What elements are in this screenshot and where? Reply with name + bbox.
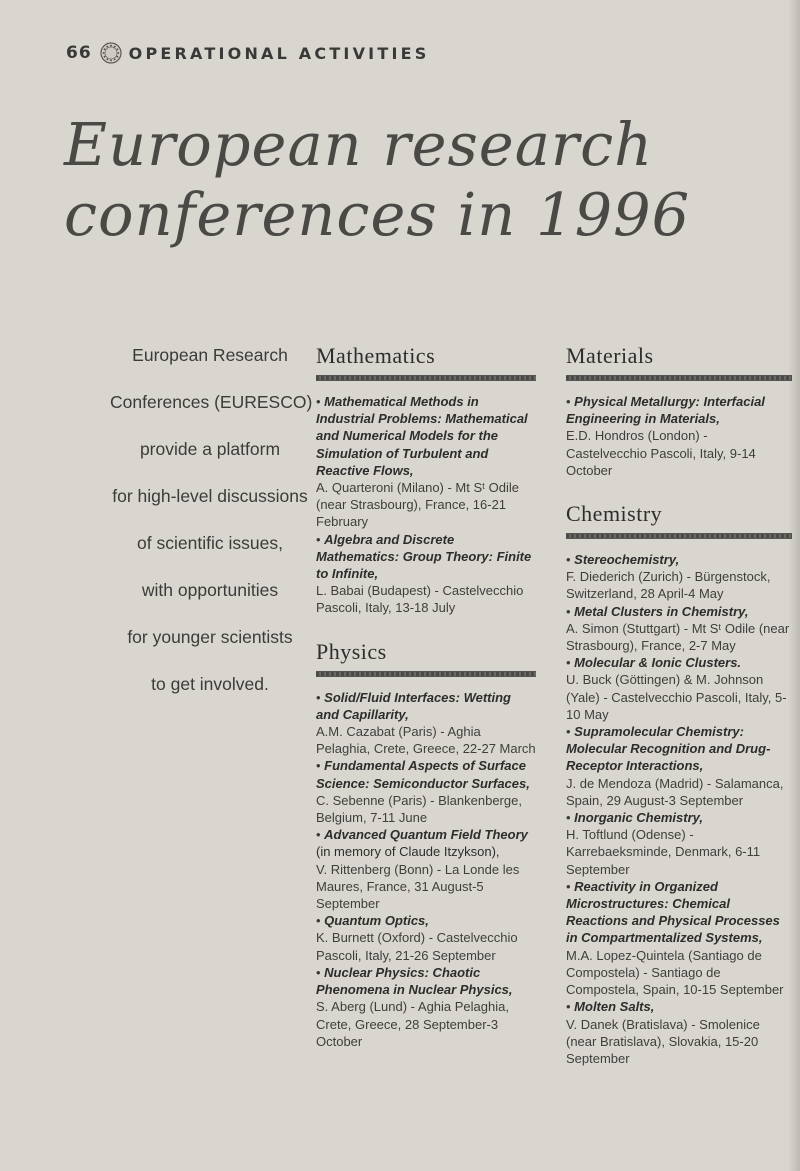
middle-column (316, 343, 536, 1050)
intro-line: with opportunities (141, 580, 279, 600)
conference-details: M.A. Lopez-Quintela (Santiago de Compostela) - Santiago de Compostela, Spain, 10-15 September (566, 947, 784, 998)
conference-title: Supramolecular Chemistry: Molecular Recognition and Drug-Receptor Interactions, (566, 724, 771, 774)
section-title: OPERATIONAL ACTIVITIES (128, 43, 430, 63)
intro-line: provide a platform (139, 439, 281, 459)
conference-entry: • Algebra and Discrete Mathematics: Group Theory: Finite to Infinite, L. Babai (Budapest) - Castelvecchio Pascoli, Italy, 13-18 July (316, 531, 532, 616)
conference-details: U. Buck (Göttingen) & M. Johnson (Yale) - Castelvecchio Pascoli, Italy, 5-10 May (566, 672, 787, 722)
page-number: 66 (66, 43, 92, 63)
intro-text (110, 342, 313, 718)
conference-title: Molten Salts, (574, 999, 655, 1015)
intro-line: to get involved. (151, 674, 269, 694)
stars-circle-emblem-icon (100, 42, 122, 64)
conference-details: H. Toftlund (Odense) - Karrebaeksminde, Denmark, 6-11 September (566, 827, 761, 877)
conference-title: Stereochemistry, (574, 552, 680, 568)
materials-heading: Materials (566, 343, 654, 368)
conference-entry: • Quantum Optics, K. Burnett (Oxford) - Castelvecchio Pascoli, Italy, 21-26 September (316, 913, 518, 963)
conference-entry: • Reactivity in Organized Microstructures: Chemical Reactions and Physical Processes in Compartmentalized Systems, M.A. Lopez-Quintela (Santiago de Compostela) - Santiago de Compostela, Spain, 10-15 September (566, 878, 784, 998)
conference-title: Algebra and Discrete Mathematics: Group Theory: Finite to Infinite, (316, 531, 532, 582)
conference-details: F. Diederich (Zurich) - Bürgenstock, Switzerland, 28 April-4 May (566, 569, 771, 602)
heading-rule (316, 375, 536, 381)
conference-title: Solid/Fluid Interfaces: Wetting and Capillarity, (316, 689, 511, 722)
conference-details: A. Quarteroni (Milano) - Mt Sᵗ Odile (near Strasbourg), France, 16-21 February (316, 480, 519, 530)
page-header (66, 40, 429, 66)
conference-title: Nuclear Physics: Chaotic Phenomena in Nuclear Physics, (316, 964, 513, 998)
intro-line: European Research (132, 345, 288, 365)
physics-heading: Physics (316, 638, 387, 664)
conference-entry: • Advanced Quantum Field Theory (in memory of Claude Itzykson), V. Rittenberg (Bonn) - La Londe les Maures, France, 31 August-5 September (316, 827, 528, 912)
chemistry-heading: Chemistry (566, 501, 663, 527)
conference-details: V. Rittenberg (Bonn) - La Londe les Maures, France, 31 August-5 September (316, 861, 520, 912)
conference-title: Molecular & Ionic Clusters. (574, 655, 742, 671)
conference-title: Fundamental Aspects of Surface Science: Semiconductor Surfaces, (316, 758, 530, 791)
right-column (566, 343, 792, 1067)
intro-line: Conferences (EURESCO) (110, 392, 313, 412)
conference-details: S. Aberg (Lund) - Aghia Pelaghia, Crete, Greece, 28 September-3 October (316, 999, 509, 1049)
intro-line: of scientific issues, (137, 533, 283, 553)
conference-entry: • Fundamental Aspects of Surface Science: Semiconductor Surfaces, C. Sebenne (Paris) - Blankenberge, Belgium, 7-11 June (316, 758, 530, 826)
conference-title: Physical Metallurgy: Interfacial Engineering in Materials, (566, 394, 765, 427)
intro-line: for younger scientists (127, 627, 293, 647)
title-line-2: conferences in 1996 (64, 180, 691, 249)
conference-entry: • Molten Salts, V. Danek (Bratislava) - Smolenice (near Bratislava), Slovakia, 15-20 September (566, 999, 760, 1066)
conference-details: J. de Mendoza (Madrid) - Salamanca, Spain, 29 August-3 September (566, 775, 784, 808)
title-line-1: European research (64, 110, 654, 179)
conference-entry: • Supramolecular Chemistry: Molecular Recognition and Drug-Receptor Interactions, J. de Mendoza (Madrid) - Salamanca, Spain, 29 August-3 September (566, 724, 784, 808)
conference-subtitle: (in memory of Claude Itzykson), (316, 844, 500, 860)
conference-entry: • Molecular & Ionic Clusters. U. Buck (Göttingen) & M. Johnson (Yale) - Castelvecchio Pascoli, Italy, 5-10 May (566, 655, 787, 722)
conference-title: Mathematical Methods in Industrial Problems: Mathematical and Numerical Models for the Simulation of Turbulent and Reactive Flows, (316, 394, 528, 478)
conference-details: V. Danek (Bratislava) - Smolenice (near Bratislava), Slovakia, 15-20 September (566, 1016, 760, 1066)
conference-entry: • Mathematical Methods in Industrial Problems: Mathematical and Numerical Models for the Simulation of Turbulent and Reactive Flows, A. Quarteroni (Milano) - Mt Sᵗ Odile (near Strasbourg), France, 16-21 February (316, 394, 528, 530)
conference-title: Metal Clusters in Chemistry, (574, 603, 749, 619)
heading-rule (316, 671, 536, 677)
conference-title: Advanced Quantum Field Theory (324, 827, 528, 843)
mathematics-heading: Mathematics (316, 343, 436, 368)
conference-entry: • Nuclear Physics: Chaotic Phenomena in Nuclear Physics, S. Aberg (Lund) - Aghia Pelaghia, Crete, Greece, 28 September-3 October (316, 964, 513, 1049)
conference-details: K. Burnett (Oxford) - Castelvecchio Pascoli, Italy, 21-26 September (316, 930, 518, 963)
conference-details: L. Babai (Budapest) - Castelvecchio Pascoli, Italy, 13-18 July (316, 583, 524, 616)
conference-entry: • Physical Metallurgy: Interfacial Engineering in Materials, E.D. Hondros (London) - Castelvecchio Pascoli, Italy, 9-14 October (566, 394, 765, 478)
conference-details: A. Simon (Stuttgart) - Mt Sᵗ Odile (near Strasbourg), France, 2-7 May (566, 620, 790, 654)
heading-rule (566, 375, 792, 381)
conference-details: E.D. Hondros (London) - Castelvecchio Pascoli, Italy, 9-14 October (566, 428, 756, 478)
conference-entry: • Solid/Fluid Interfaces: Wetting and Capillarity, A.M. Cazabat (Paris) - Aghia Pelaghia, Crete, Greece, 22-27 March (316, 689, 536, 757)
page-title (64, 110, 691, 250)
conference-title: Quantum Optics, (324, 913, 429, 929)
conference-entry: • Stereochemistry, F. Diederich (Zurich) - Bürgenstock, Switzerland, 28 April-4 May (566, 552, 771, 602)
conference-details: A.M. Cazabat (Paris) - Aghia Pelaghia, Crete, Greece, 22-27 March (316, 724, 536, 757)
conference-entry: • Metal Clusters in Chemistry, A. Simon (Stuttgart) - Mt Sᵗ Odile (near Strasbourg), France, 2-7 May (566, 603, 790, 654)
conference-entry: • Inorganic Chemistry, H. Toftlund (Odense) - Karrebaeksminde, Denmark, 6-11 September (566, 810, 761, 877)
conference-details: C. Sebenne (Paris) - Blankenberge, Belgium, 7-11 June (316, 792, 522, 826)
conference-title: Reactivity in Organized Microstructures: Chemical Reactions and Physical Processes in Compartmentalized Systems, (566, 878, 780, 946)
conference-title: Inorganic Chemistry, (574, 810, 703, 826)
intro-line: for high-level discussions (112, 486, 308, 506)
heading-rule (566, 533, 792, 539)
